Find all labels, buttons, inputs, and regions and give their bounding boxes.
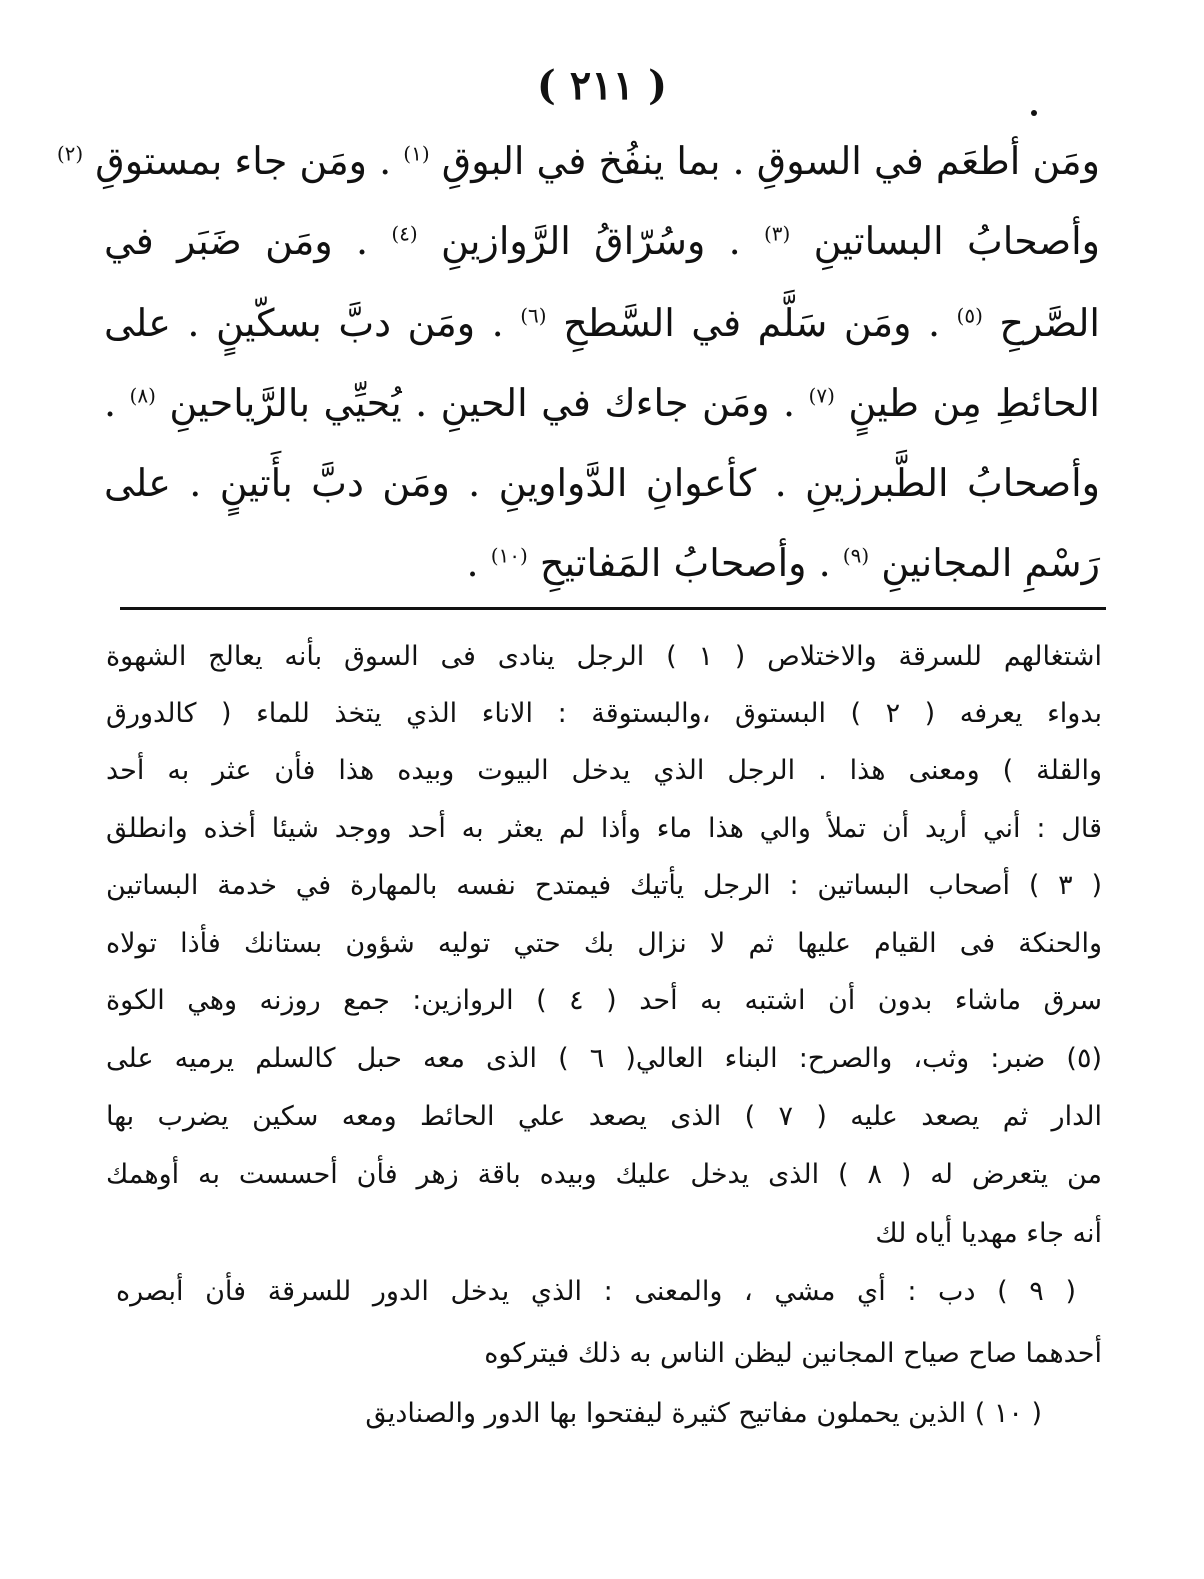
footnote-line: من يتعرض له ( ٨ ) الذى يدخل عليك وبيده باقة زهر فأن أحسست به أوهمك xyxy=(106,1159,1102,1190)
verse-text: . ومَن ضَبَر في xyxy=(104,219,369,263)
footnote-ref: (٣) xyxy=(763,221,791,246)
dot-mark xyxy=(1031,110,1037,116)
verse-text: وأصحابُ الطَّبرزينِ . كأعوانِ الدَّواوينِ . ومَن دبَّ بأَتينٍ . على xyxy=(104,461,1100,505)
verse-text: الحائطِ مِن طينٍ xyxy=(848,381,1100,425)
footnote-ref: (٤) xyxy=(391,221,418,246)
footnote-ref: (٧) xyxy=(808,383,835,408)
footnote-line: أنه جاء مهديا أياه لك xyxy=(875,1218,1102,1249)
footnote-ref: (٢) xyxy=(56,141,84,166)
footnote-line: بدواء يعرفه ( ٢ ) البستوق ،والبستوقة : الاناء الذي يتخذ للماء ( كالدورق xyxy=(106,698,1102,729)
footnote-ref: (٥) xyxy=(956,303,983,328)
verse-line-5 xyxy=(104,461,1100,505)
page-number: ( ٢١١ ) xyxy=(536,62,668,109)
footnote-line: والحنكة فى القيام عليها ثم لا نزال بك حتي توليه شؤون بستانك فأذا تولاه xyxy=(106,928,1102,959)
verse-line-2 xyxy=(104,219,1100,263)
footnote-line: (٥) ضبر: وثب، والصرح: البناء العالي( ٦ ) الذى معه حبل كالسلم يرميه على xyxy=(106,1043,1102,1074)
footnote-line: ( ٣ ) أصحاب البساتين : الرجل يأتيك فيمتدح نفسه بالمهارة في خدمة البساتين xyxy=(106,870,1102,901)
footnote-line: اشتغالهم للسرقة والاختلاص ( ١ ) الرجل ينادى فى السوق بأنه يعالج الشهوة xyxy=(106,641,1102,672)
verse-text: . ومَن دبَّ بسكّينٍ . على xyxy=(104,301,504,345)
verse-text: . xyxy=(466,541,479,585)
verse-text: . xyxy=(104,381,117,425)
footnote-line: أحدهما صاح صياح المجانين ليظن الناس به ذلك فيتركوه xyxy=(484,1338,1102,1369)
verse-text: وأصحابُ البساتينِ xyxy=(813,219,1100,263)
footnote-line: الدار ثم يصعد عليه ( ٧ ) الذى يصعد علي الحائط ومعه سكين يضرب بها xyxy=(106,1101,1102,1132)
footnote-divider xyxy=(120,607,1106,610)
verse-line-1 xyxy=(56,139,1100,183)
verse-text: . ومَن جاء بمستوقِ xyxy=(95,139,392,183)
verse-text: . ومَن سَلَّم في السَّطحِ xyxy=(563,301,941,345)
verse-text: . ومَن جاءك في الحينِ . يُحيِّي بالرَّياحينِ xyxy=(169,381,796,425)
verse-text: رَسْمِ المجانينِ xyxy=(881,541,1100,585)
footnote-line: ( ٩ ) دب : أي مشي ، والمعنى : الذي يدخل الدور للسرقة فأن أبصره xyxy=(116,1276,1076,1307)
footnote-ref: (٦) xyxy=(520,303,547,328)
verse-line-4 xyxy=(104,381,1100,425)
footnote-line: سرق ماشاء بدون أن اشتبه به أحد ( ٤ ) الروازين: جمع روزنه وهي الكوة xyxy=(106,985,1103,1016)
footnote-ref: (١٠) xyxy=(490,543,528,568)
verse-line-6 xyxy=(104,541,1100,585)
verse-text: ومَن أطعَم في السوقِ . بما ينفُخ في البوقِ xyxy=(441,139,1100,183)
verse-line-3 xyxy=(104,301,1100,345)
verse-text: الصَّرحِ xyxy=(999,301,1100,345)
footnote-ref: (١) xyxy=(403,141,430,166)
footnote-line: قال : أني أريد أن تملأ والي هذا ماء وأذا لم يعثر به أحد ووجد شيئا أخذه وانطلق xyxy=(106,813,1102,844)
footnote-ref: (٨) xyxy=(129,383,156,408)
footnote-line: والقلة ) ومعنى هذا . الرجل الذي يدخل البيوت وبيده هذا فأن عثر به أحد xyxy=(106,755,1102,786)
verse-text: . وأصحابُ المَفاتيحِ xyxy=(539,541,831,585)
verse-text: . وسُرّاقُ الرَّوازينِ xyxy=(441,219,741,263)
footnote-line: ( ١٠ ) الذين يحملون مفاتيح كثيرة ليفتحوا بها الدور والصناديق xyxy=(365,1398,1042,1429)
footnote-ref: (٩) xyxy=(842,543,870,568)
